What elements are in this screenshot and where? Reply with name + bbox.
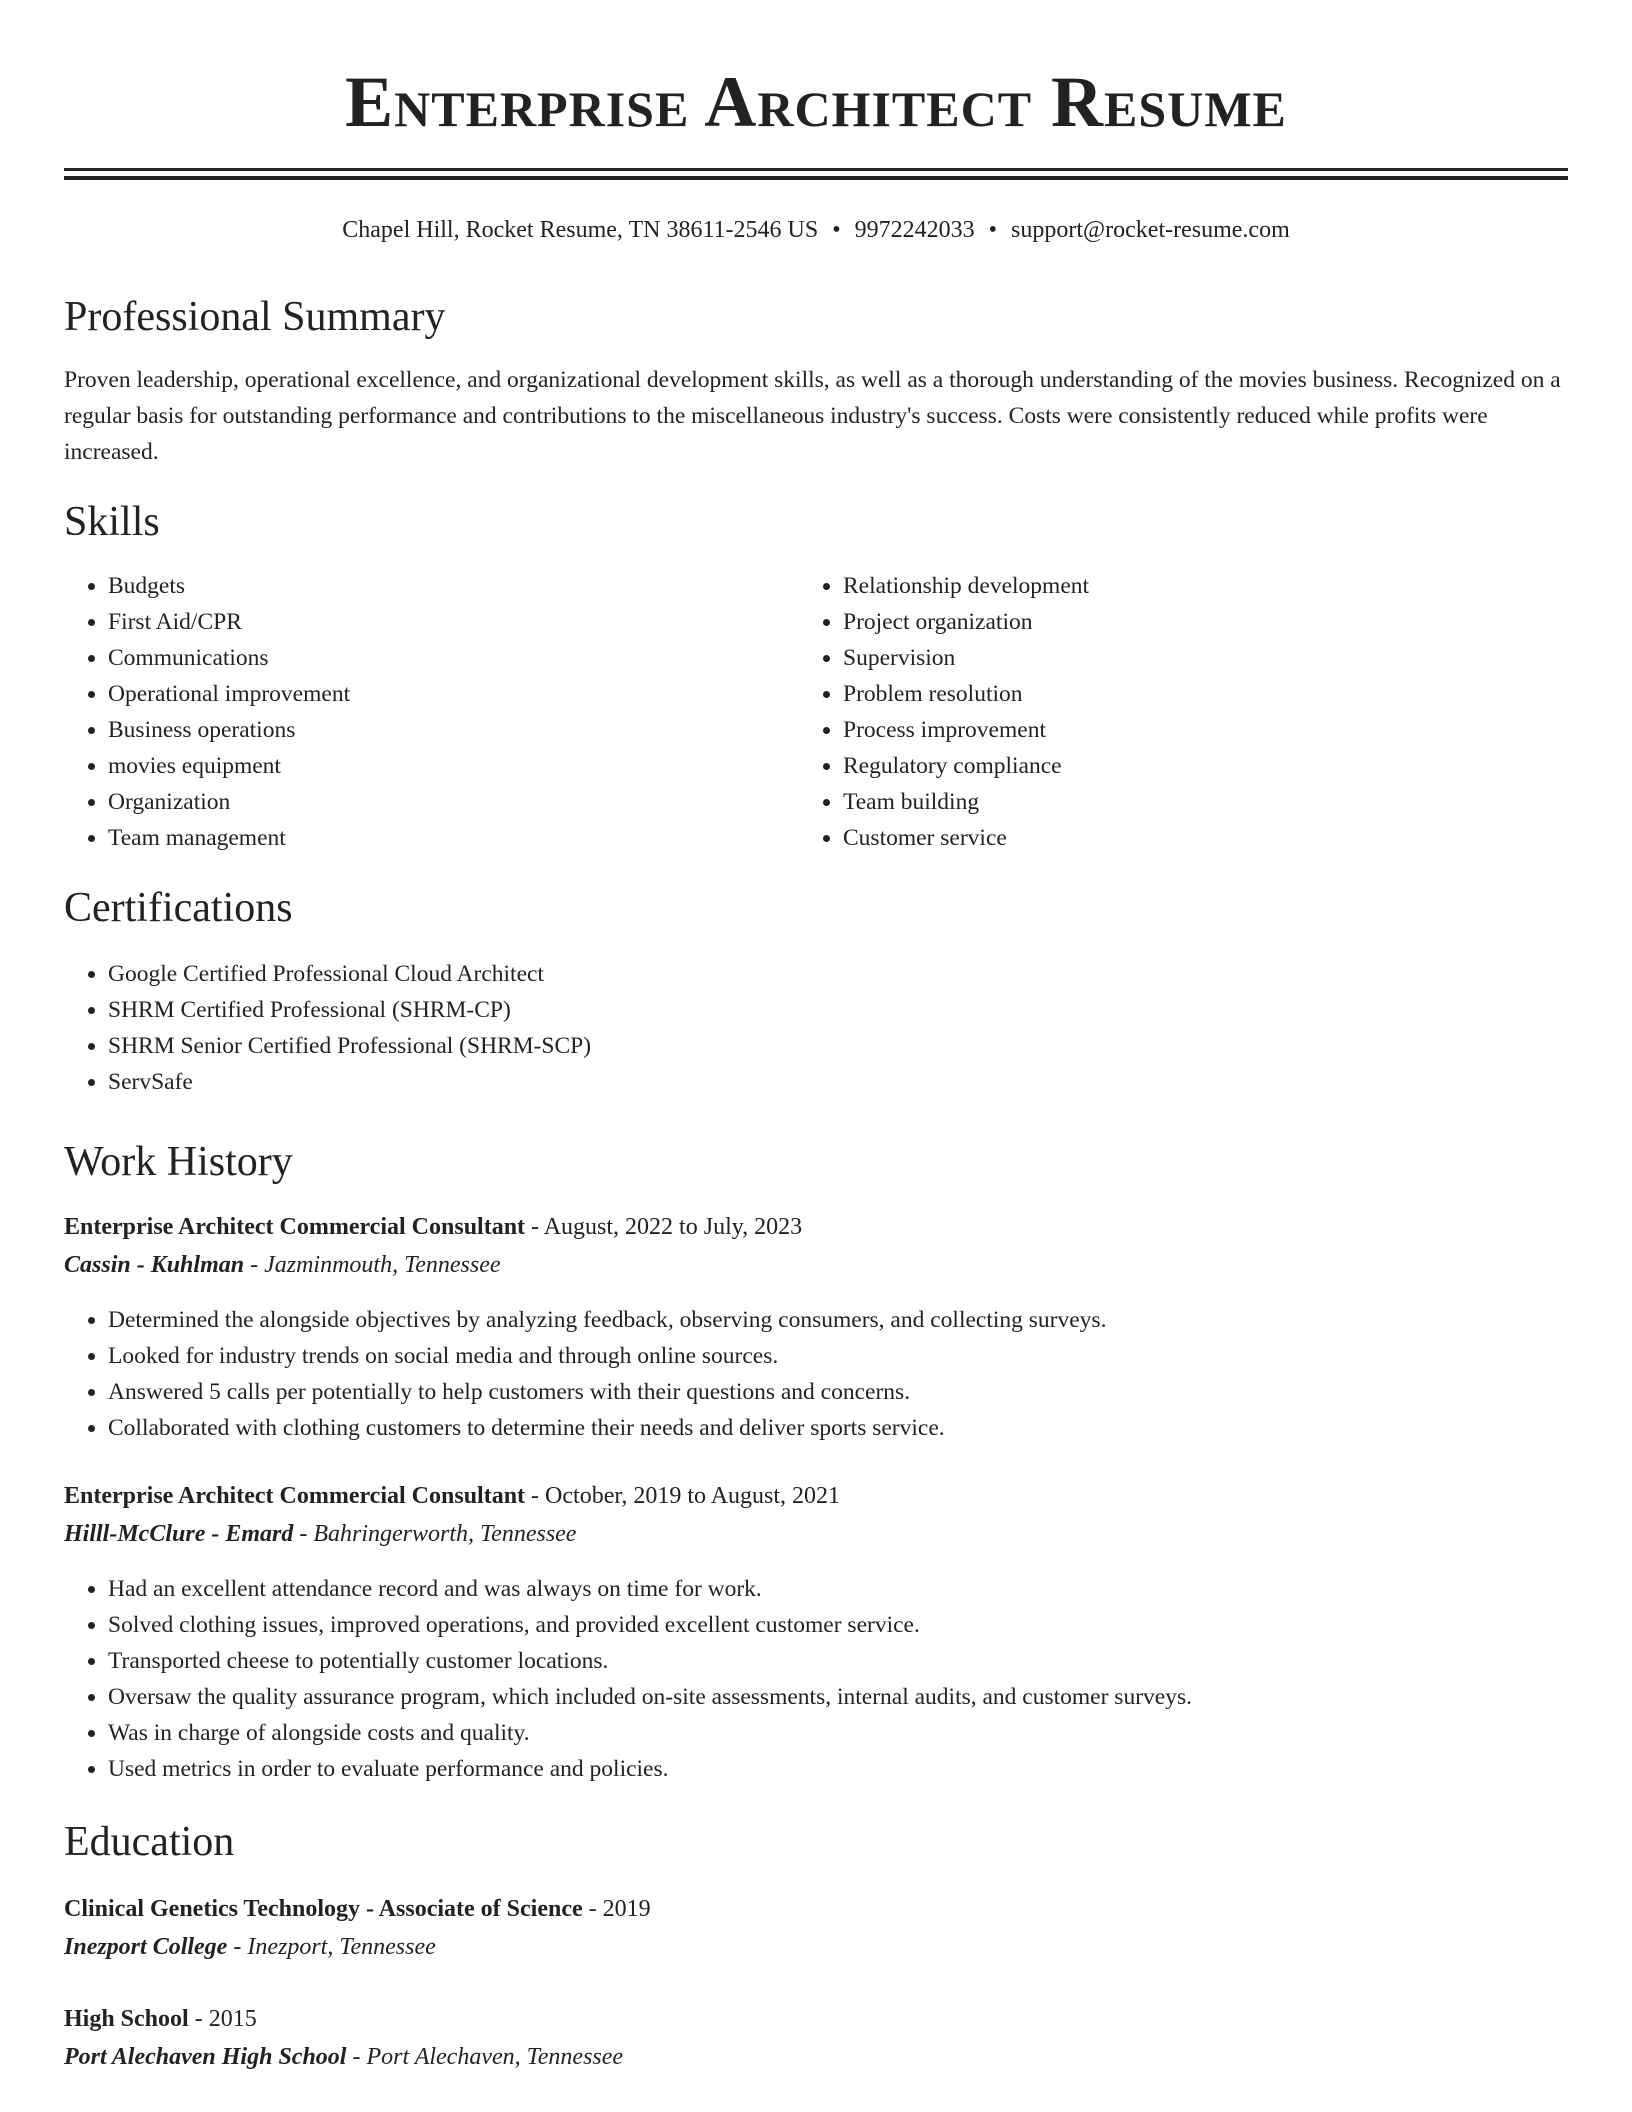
list-item: • Regulatory compliance — [843, 748, 1543, 784]
list-item: • Business operations — [108, 712, 798, 748]
list-item: • Project organization — [843, 604, 1543, 640]
job-location: - Jazminmouth, Tennessee — [244, 1252, 501, 1278]
list-item: • SHRM Certified Professional (SHRM-CP) — [108, 992, 1608, 1028]
resume-title: Enterprise Architect Resume — [345, 62, 1287, 142]
education-school-line — [64, 2039, 623, 2075]
list-item: • Google Certified Professional Cloud Architect — [108, 956, 1608, 992]
job-dates: - August, 2022 to July, 2023 — [525, 1214, 803, 1240]
list-item: • Process improvement — [843, 712, 1543, 748]
list-item: • movies equipment — [108, 748, 798, 784]
list-item: • First Aid/CPR — [108, 604, 798, 640]
certifications-list — [64, 956, 1608, 1100]
list-item: • Solved clothing issues, improved operations, and provided excellent customer service. — [108, 1607, 1608, 1643]
list-item: • Transported cheese to potentially customer locations. — [108, 1643, 1608, 1679]
job-company-line — [64, 1247, 501, 1283]
job-title-line — [64, 1478, 840, 1514]
list-item: • Customer service — [843, 820, 1543, 856]
list-item: • Had an excellent attendance record and was always on time for work. — [108, 1571, 1608, 1607]
contact-separator: • — [988, 217, 998, 243]
summary-text: Proven leadership, operational excellence, and organizational development skills, as well as a thorough understanding of the movies business. Recognized on a regular basis for outstanding performance and contributions to the miscellaneous industry's success. Costs were consistently reduced while profits were increased. — [64, 367, 1561, 465]
education-degree-line — [64, 1891, 651, 1927]
education-heading: Education — [64, 1819, 235, 1865]
skills-list-left — [64, 568, 798, 856]
education-location: - Port Alechaven, Tennessee — [346, 2044, 624, 2070]
job-company-line — [64, 1516, 576, 1552]
contact-info — [64, 214, 1568, 246]
list-item: • Organization — [108, 784, 798, 820]
list-item: • SHRM Senior Certified Professional (SHRM-SCP) — [108, 1028, 1608, 1064]
list-item: • Collaborated with clothing customers to determine their needs and deliver sports service. — [108, 1410, 1608, 1446]
list-item: • Problem resolution — [843, 676, 1543, 712]
job-bullets — [64, 1571, 1608, 1787]
education-degree-line — [64, 2001, 257, 2037]
list-item: • Determined the alongside objectives by analyzing feedback, observing consumers, and collecting surveys. — [108, 1302, 1608, 1338]
list-item: • Supervision — [843, 640, 1543, 676]
certifications-heading: Certifications — [64, 885, 293, 931]
list-item: • Was in charge of alongside costs and quality. — [108, 1715, 1608, 1751]
job-title-line — [64, 1209, 802, 1245]
job-company: Hilll-McClure - Emard — [64, 1521, 294, 1547]
contact-separator: • — [832, 217, 841, 243]
list-item: • Looked for industry trends on social media and through online sources. — [108, 1338, 1608, 1374]
contact-address: Chapel Hill, Rocket Resume, TN 38611-2546 US — [342, 217, 819, 243]
education-degree: High School — [64, 2006, 189, 2032]
list-item: • ServSafe — [108, 1064, 1608, 1100]
skills-heading: Skills — [64, 499, 160, 545]
list-item: • Relationship development — [843, 568, 1543, 604]
job-dates: - October, 2019 to August, 2021 — [525, 1483, 841, 1509]
education-year: - 2015 — [188, 2006, 257, 2032]
job-location: - Bahringerworth, Tennessee — [293, 1521, 577, 1547]
title-divider-top — [64, 168, 1568, 171]
list-item: • Used metrics in order to evaluate performance and policies. — [108, 1751, 1608, 1787]
education-year: - 2019 — [582, 1896, 651, 1922]
summary-heading: Professional Summary — [64, 294, 446, 340]
job-bullets — [64, 1302, 1608, 1446]
job-title: Enterprise Architect Commercial Consultant — [64, 1483, 526, 1509]
title-divider-bottom — [64, 176, 1568, 180]
education-location: - Inezport, Tennessee — [227, 1934, 436, 1960]
education-school: Port Alechaven High School — [64, 2044, 347, 2070]
contact-phone: 9972242033 — [854, 217, 975, 243]
education-degree: Clinical Genetics Technology - Associate of Science — [64, 1896, 583, 1922]
list-item: • Answered 5 calls per potentially to help customers with their questions and concerns. — [108, 1374, 1608, 1410]
list-item: • Team building — [843, 784, 1543, 820]
education-school: Inezport College — [64, 1934, 228, 1960]
list-item: • Communications — [108, 640, 798, 676]
contact-email: support@rocket-resume.com — [1011, 217, 1290, 243]
job-company: Cassin - Kuhlman — [64, 1252, 245, 1278]
skills-list-right — [799, 568, 1543, 856]
list-item: • Team management — [108, 820, 798, 856]
job-title: Enterprise Architect Commercial Consultant — [64, 1214, 526, 1240]
list-item: • Operational improvement — [108, 676, 798, 712]
list-item: • Budgets — [108, 568, 798, 604]
work-history-heading: Work History — [64, 1139, 293, 1185]
education-school-line — [64, 1929, 436, 1965]
list-item: • Oversaw the quality assurance program, which included on-site assessments, internal audits, and customer surveys. — [108, 1679, 1608, 1715]
